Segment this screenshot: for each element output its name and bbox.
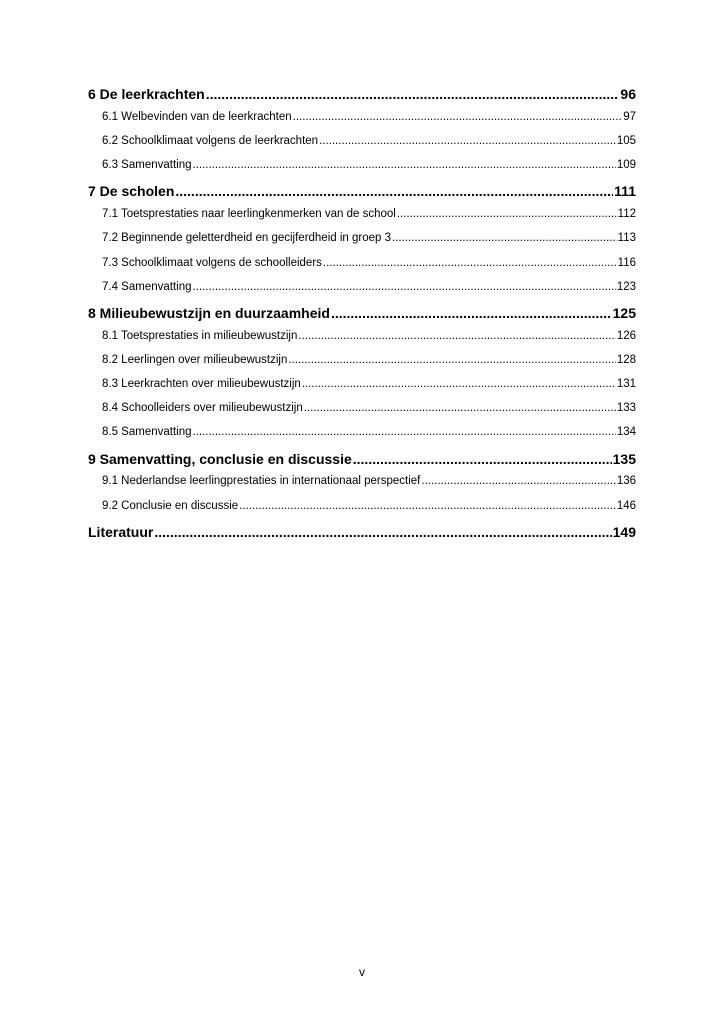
toc-entry-page: 131: [616, 378, 636, 391]
toc-dot-leader: [302, 378, 616, 390]
page-number: v: [359, 965, 365, 979]
toc-dot-leader: [206, 86, 620, 102]
toc-entry-page: 126: [616, 329, 636, 342]
toc-entry-title: 6.3 Samenvatting: [102, 159, 192, 172]
toc-dot-leader: [239, 500, 616, 512]
toc-entry-page: 96: [620, 86, 636, 102]
toc-dot-leader: [298, 330, 615, 342]
toc-entry-title: Literatuur: [88, 523, 154, 540]
toc-dot-leader: [331, 305, 612, 321]
toc-entry-title: 8.2 Leerlingen over milieubewustzijn: [102, 353, 288, 366]
toc-dot-leader: [353, 451, 612, 467]
toc-entry-page: 112: [617, 208, 636, 221]
toc-entry-section[interactable]: [88, 402, 636, 426]
toc-entry-page: 128: [616, 353, 636, 366]
toc-entry-section[interactable]: [88, 257, 636, 281]
toc-dot-leader: [397, 208, 617, 220]
toc-dot-leader: [193, 281, 616, 293]
toc-entry-title: 9 Samenvatting, conclusie en discussie: [88, 450, 352, 467]
toc-entry-page: 109: [616, 159, 636, 172]
toc-entry-title: 6 De leerkrachten: [88, 86, 205, 102]
toc-entry-title: 8.1 Toetsprestaties in milieubewustzijn: [102, 329, 298, 342]
toc-entry-title: 9.1 Nederlandse leerlingprestaties in internationaal perspectief: [102, 475, 421, 488]
toc-entry-section[interactable]: [88, 208, 636, 232]
toc-entry-title: 7.4 Samenvatting: [102, 280, 192, 293]
toc-entry-chapter[interactable]: [88, 183, 636, 208]
toc-entry-section[interactable]: [88, 232, 636, 256]
toc-entry-section[interactable]: [88, 330, 636, 354]
toc-dot-leader: [175, 183, 613, 199]
toc-entry-title: 7 De scholen: [88, 183, 175, 200]
toc-entry-page: 146: [616, 499, 636, 512]
toc-dot-leader: [293, 111, 623, 123]
toc-entry-title: 6.2 Schoolklimaat volgens de leerkrachten: [102, 134, 319, 147]
toc-dot-leader: [392, 232, 617, 244]
toc-entry-page: 133: [616, 402, 636, 415]
toc-dot-leader: [193, 159, 616, 171]
toc-entry-section[interactable]: [88, 354, 636, 378]
toc-entry-section[interactable]: [88, 378, 636, 402]
toc-entry-page: 113: [617, 232, 636, 245]
toc-entry-section[interactable]: [88, 135, 636, 159]
toc-entry-chapter[interactable]: [88, 451, 636, 476]
toc-entry-chapter[interactable]: [88, 305, 636, 330]
toc-entry-page: 135: [612, 450, 636, 467]
toc-entry-page: 97: [623, 110, 636, 123]
toc-entry-chapter[interactable]: [88, 86, 636, 111]
toc-entry-page: 149: [612, 523, 636, 540]
toc-dot-leader: [288, 354, 615, 366]
toc-dot-leader: [193, 426, 616, 438]
toc-entry-section[interactable]: [88, 111, 636, 135]
toc-entry-section[interactable]: [88, 475, 636, 499]
toc-entry-page: 105: [616, 134, 636, 147]
toc-entry-page: 111: [614, 183, 636, 200]
toc-dot-leader: [304, 402, 616, 414]
toc-entry-chapter[interactable]: [88, 524, 636, 549]
toc-entry-title: 8.3 Leerkrachten over milieubewustzijn: [102, 378, 301, 391]
toc-entry-title: 7.3 Schoolklimaat volgens de schoolleiders: [102, 256, 322, 269]
toc-entry-title: 8 Milieubewustzijn en duurzaamheid: [88, 304, 330, 321]
toc-entry-section[interactable]: [88, 159, 636, 183]
toc-entry-title: 8.5 Samenvatting: [102, 426, 192, 439]
table-of-contents: [88, 86, 636, 549]
toc-entry-title: 7.1 Toetsprestaties naar leerlingkenmerken van de school: [102, 208, 396, 221]
toc-dot-leader: [154, 524, 611, 540]
toc-entry-section[interactable]: [88, 426, 636, 450]
toc-entry-page: 123: [616, 280, 636, 293]
toc-entry-title: 7.2 Beginnende geletterdheid en gecijferdheid in groep 3: [102, 232, 391, 245]
toc-dot-leader: [319, 135, 616, 147]
toc-dot-leader: [421, 475, 615, 487]
toc-dot-leader: [323, 257, 617, 269]
toc-entry-title: 9.2 Conclusie en discussie: [102, 499, 239, 512]
toc-entry-title: 8.4 Schoolleiders over milieubewustzijn: [102, 402, 303, 415]
toc-entry-page: 125: [612, 304, 636, 321]
toc-entry-page: 134: [616, 426, 636, 439]
toc-entry-section[interactable]: [88, 281, 636, 305]
toc-entry-page: 116: [617, 256, 636, 269]
toc-entry-title: 6.1 Welbevinden van de leerkrachten: [102, 110, 292, 123]
toc-entry-page: 136: [616, 475, 636, 488]
toc-entry-section[interactable]: [88, 500, 636, 524]
